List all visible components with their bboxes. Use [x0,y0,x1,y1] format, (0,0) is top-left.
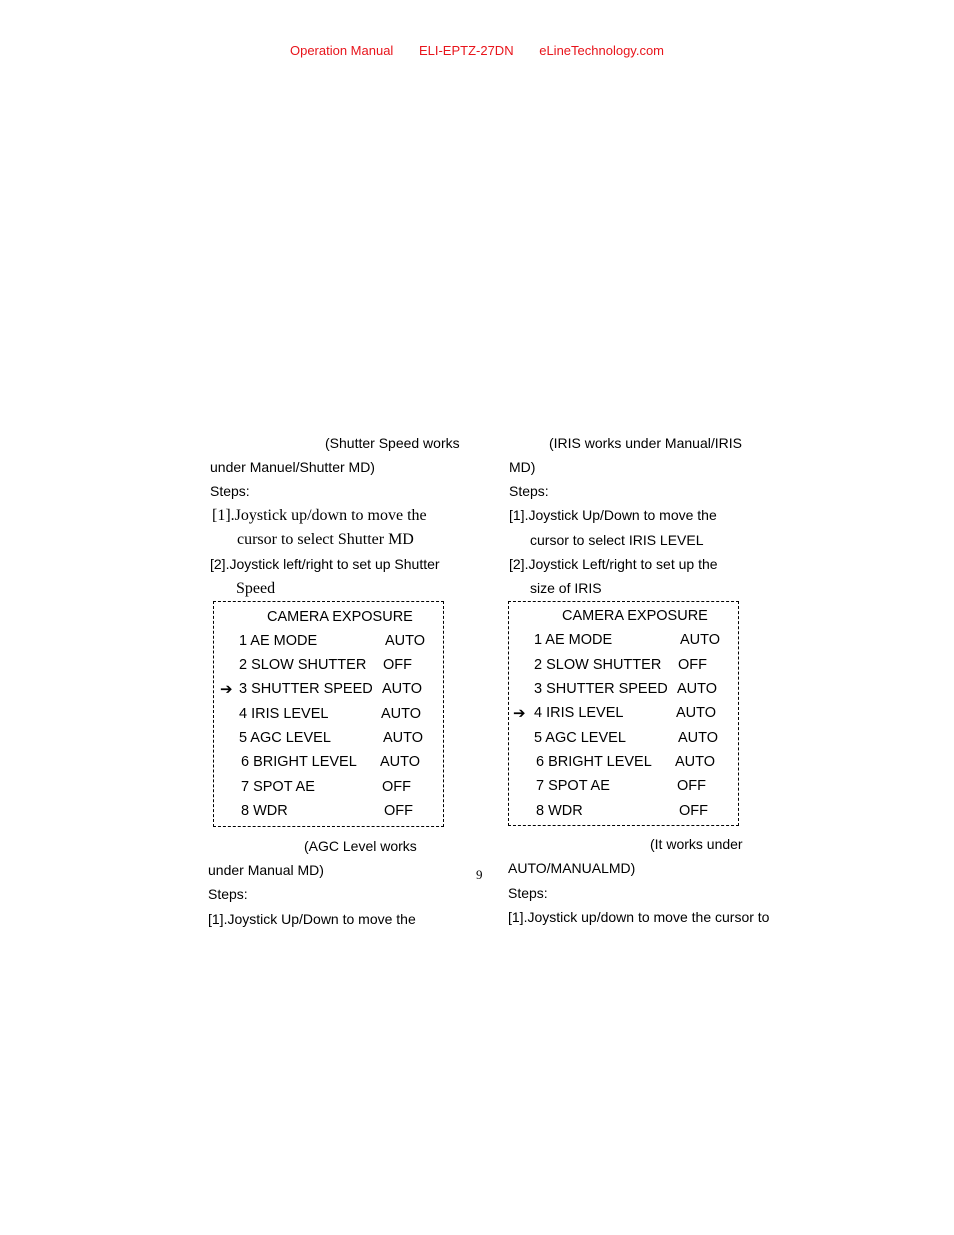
menu-title: CAMERA EXPOSURE [562,608,708,624]
page-number: 9 [476,867,483,882]
right-intro-b: MD) [509,459,536,475]
menu-item-value: OFF [382,779,411,795]
menu-item-value: AUTO [678,730,719,746]
right-step1-b: cursor to select IRIS LEVEL [530,532,704,548]
menu-item-value: AUTO [680,632,721,648]
left-steps-label: Steps: [210,483,250,499]
menu-item-value: AUTO [385,633,426,649]
menu-item-label: 3 SHUTTER SPEED [534,681,668,697]
menu-item-value: OFF [679,803,708,819]
right-steps-label: Steps: [509,483,549,499]
menu-item-label: 6 BRIGHT LEVEL [241,754,357,770]
camera-exposure-menu-right [508,601,739,826]
cursor-arrow-icon: ➔ [513,705,526,722]
menu-item-label: 6 BRIGHT LEVEL [536,754,652,770]
menu-item-value: AUTO [677,681,718,697]
header-title: Operation Manual [289,43,394,58]
menu-item-value: OFF [384,803,413,819]
menu-item-value: AUTO [676,705,717,721]
menu-item-value: AUTO [675,754,716,770]
menu-item-label: 7 SPOT AE [241,779,315,795]
menu-item-label: 2 SLOW SHUTTER [239,657,367,673]
menu-item-label: 5 AGC LEVEL [239,730,331,746]
right-step2-b: size of IRIS [530,580,602,596]
right-step2-a: [2].Joystick Left/right to set up the [509,556,718,572]
right-lower-steps: Steps: [508,885,548,901]
menu-item-label: 8 WDR [241,803,288,819]
menu-item-value: OFF [383,657,412,673]
left-step1-b: cursor to select Shutter MD [237,531,414,548]
left-lower-step1: [1].Joystick Up/Down to move the [208,911,416,927]
left-step2-b: Speed [236,580,276,597]
menu-item-value: AUTO [381,706,422,722]
menu-item-label: 8 WDR [536,803,583,819]
left-lower-b: under Manual MD) [208,862,324,878]
menu-item-label: 2 SLOW SHUTTER [534,657,662,673]
camera-exposure-menu-left [213,601,444,827]
left-step2-a: [2].Joystick left/right to set up Shutter [210,556,440,572]
right-lower-step1: [1].Joystick up/down to move the cursor to [508,909,770,925]
menu-item-label: 4 IRIS LEVEL [534,705,624,721]
header-site: eLineTechnology.com [539,43,665,58]
right-step1-a: [1].Joystick Up/Down to move the [509,507,717,523]
menu-title: CAMERA EXPOSURE [267,609,413,625]
menu-item-value: AUTO [380,754,421,770]
menu-item-label: 1 AE MODE [534,632,613,648]
left-intro-a: (Shutter Speed works [325,435,460,451]
menu-item-value: AUTO [383,730,424,746]
menu-item-value: OFF [677,778,706,794]
menu-item-label: 5 AGC LEVEL [534,730,626,746]
left-lower-steps: Steps: [208,886,248,902]
left-intro-b: under Manuel/Shutter MD) [210,459,375,475]
right-lower-b: AUTO/MANUALMD) [508,860,636,876]
menu-item-label: 1 AE MODE [239,633,318,649]
menu-item-label: 7 SPOT AE [536,778,610,794]
right-lower-a: (It works under [650,836,743,852]
header-model: ELI-EPTZ-27DN [418,43,514,58]
menu-item-label: 3 SHUTTER SPEED [239,681,373,697]
menu-item-value: OFF [678,657,707,673]
cursor-arrow-icon: ➔ [220,681,233,698]
menu-item-value: AUTO [382,681,423,697]
right-intro-a: (IRIS works under Manual/IRIS [549,435,742,451]
left-step1-a: [1].Joystick up/down to move the [212,507,427,524]
page-header [0,43,954,58]
menu-item-label: 4 IRIS LEVEL [239,706,329,722]
left-lower-a: (AGC Level works [304,838,417,854]
